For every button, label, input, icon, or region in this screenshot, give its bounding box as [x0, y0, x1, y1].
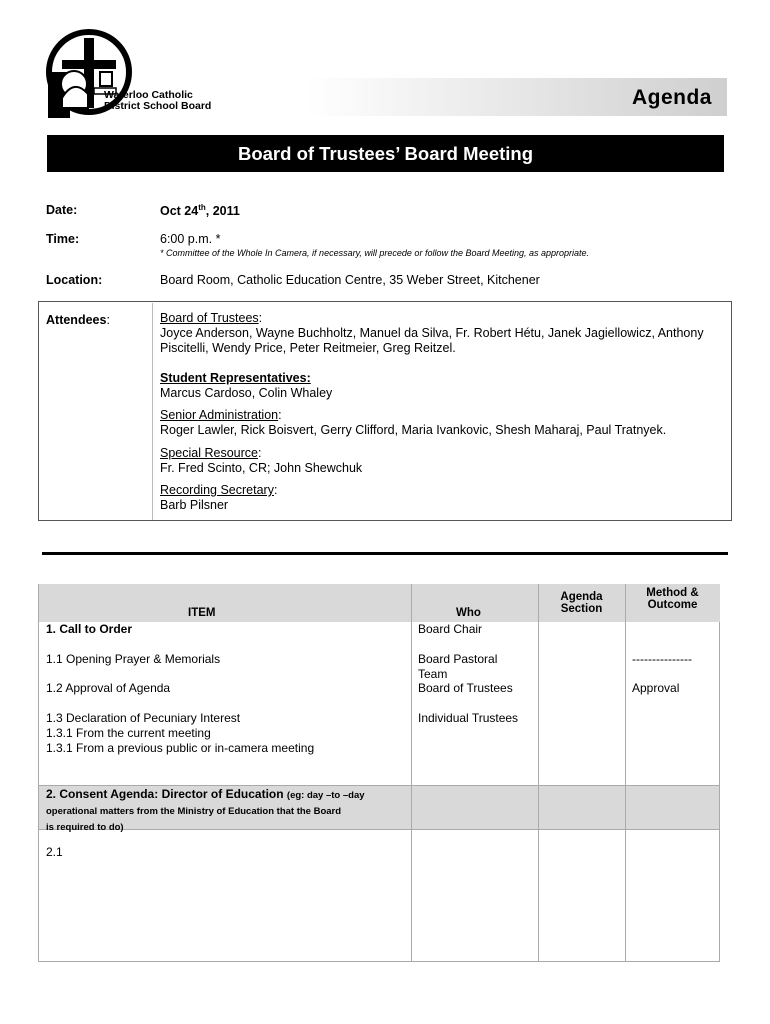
method-approval-agenda: Approval	[632, 681, 680, 695]
row2-rest-shade	[411, 785, 720, 829]
organization-name	[104, 90, 211, 112]
who-call-to-order: Board Chair	[418, 622, 483, 636]
recording-secretary-heading: Recording Secretary	[160, 483, 274, 497]
item-pecuniary-current: 1.3.1 From the current meeting	[46, 726, 211, 740]
senior-admin-heading: Senior Administration	[160, 408, 279, 422]
table-bottom-edge	[38, 961, 720, 962]
item-opening-prayer: 1.1 Opening Prayer & Memorials	[46, 652, 221, 666]
header-method	[625, 587, 720, 611]
org-line-2: District School Board	[104, 100, 212, 112]
time-value: 6:00 p.m. *	[160, 232, 221, 246]
trustees-names: Joyce Anderson, Wayne Buchholtz, Manuel da Silva, Fr. Robert Hétu, Janek Jagiellowicz, Anthony Piscitelli, Wendy Price, Peter Reitmeier, Greg Reitzel.	[160, 326, 704, 355]
item-consent-agenda-note-c: is required to do)	[46, 822, 124, 833]
row-divider-1	[38, 785, 720, 786]
location-value: Board Room, Catholic Education Centre, 35 Weber Street, Kitchener	[160, 273, 540, 287]
date-value-year: , 2011	[205, 204, 240, 219]
item-consent-agenda	[46, 787, 408, 835]
special-resource-section	[160, 446, 720, 476]
method-opening-prayer: ---------------	[632, 652, 692, 666]
who-opening-prayer	[418, 652, 497, 682]
item-consent-agenda-note-a: (eg: day –to –day	[286, 790, 365, 801]
date-value-main: Oct 24	[160, 204, 199, 219]
header-method-line-1: Method &	[646, 587, 699, 599]
header-cell-item	[38, 584, 411, 622]
who-opening-prayer-line-1: Board Pastoral	[418, 652, 498, 666]
trustees-colon: :	[258, 311, 263, 325]
item-pecuniary-interest	[46, 711, 314, 756]
students-names: Marcus Cardoso, Colin Whaley	[160, 386, 333, 400]
trustees-heading: Board of Trustees	[160, 311, 259, 325]
org-line-1: Waterloo Catholic	[104, 89, 193, 101]
attendees-label-text: Attendees	[46, 313, 107, 327]
recording-secretary-colon: :	[273, 483, 278, 497]
special-resource-colon: :	[257, 446, 262, 460]
students-heading: Student Representatives:	[160, 371, 311, 385]
date-value-suffix: th	[198, 203, 206, 212]
attendees-label	[46, 313, 110, 327]
item-pecuniary-interest-title: 1.3 Declaration of Pecuniary Interest	[46, 711, 241, 725]
senior-admin-names: Roger Lawler, Rick Boisvert, Gerry Clifford, Maria Ivankovic, Shesh Maharaj, Paul Tratnyek.	[160, 423, 667, 437]
item-2-1: 2.1	[46, 845, 63, 859]
header-who: Who	[456, 607, 481, 619]
recording-secretary-names: Barb Pilsner	[160, 498, 229, 512]
who-approval-agenda: Board of Trustees	[418, 681, 513, 695]
who-pecuniary-interest: Individual Trustees	[418, 711, 519, 725]
date-label: Date:	[46, 203, 78, 217]
senior-admin-section	[160, 408, 720, 438]
header-section-line-1: Agenda	[560, 591, 603, 603]
location-label: Location:	[46, 273, 103, 287]
recording-secretary-section	[160, 483, 720, 513]
who-opening-prayer-line-2: Team	[418, 667, 448, 681]
item-call-to-order: 1. Call to Order	[46, 622, 133, 636]
section-divider	[42, 552, 728, 555]
item-approval-agenda: 1.2 Approval of Agenda	[46, 681, 171, 695]
header-item: ITEM	[188, 607, 216, 619]
special-resource-names: Fr. Fred Scinto, CR; John Shewchuk	[160, 461, 363, 475]
table-right-edge	[719, 622, 720, 962]
senior-admin-colon: :	[278, 408, 282, 422]
header-section	[538, 591, 625, 615]
header-method-line-2: Outcome	[647, 599, 698, 611]
special-resource-heading: Special Resource	[160, 446, 258, 460]
document-type: Agenda	[631, 86, 712, 109]
item-consent-agenda-note-b: operational matters from the Ministry of Education that the Board	[46, 806, 342, 817]
col-divider-3	[625, 584, 626, 962]
col-divider-1	[411, 584, 412, 962]
time-note: * Committee of the Whole In Camera, if necessary, will precede or follow the Board Meeting, as appropriate.	[160, 248, 590, 258]
attendees-label-colon: :	[106, 313, 110, 327]
item-consent-agenda-title: 2. Consent Agenda: Director of Education	[46, 787, 284, 801]
col-divider-2	[538, 584, 539, 962]
agenda-table	[38, 584, 720, 962]
table-left-edge	[38, 584, 39, 962]
date-value	[160, 203, 240, 218]
meeting-title: Board of Trustees’ Board Meeting	[47, 135, 724, 172]
attendees-divider	[152, 303, 153, 520]
students-section	[160, 371, 720, 401]
item-pecuniary-previous: 1.3.1 From a previous public or in-camera meeting	[46, 741, 315, 755]
time-label: Time:	[46, 232, 80, 246]
trustees-section	[160, 311, 720, 356]
header-section-line-2: Section	[560, 603, 603, 615]
